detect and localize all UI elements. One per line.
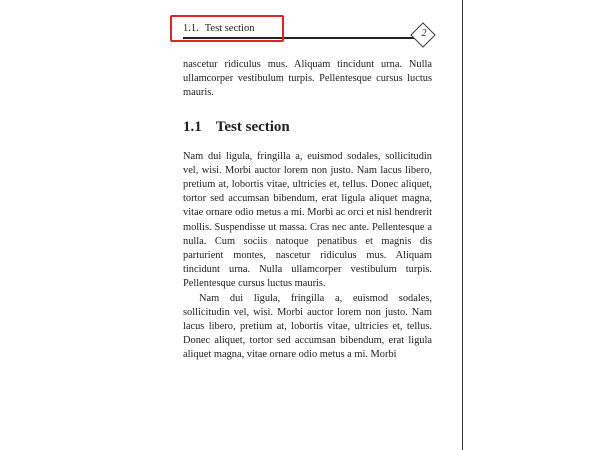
section-heading: [183, 117, 432, 137]
paragraph: Nam dui ligula, fringilla a, euismod sodales, sollicitudin vel, wisi. Morbi auctor lorem non justo. Nam lacus libero, pretium at, lobortis vitae, ultricies et, tellus. Donec aliquet, tortor sed accumsan bibendum, erat ligula aliquet magna, vitae ornare odio metus a mi. Morbi ac orci et nisl hendrerit mollis. Suspendisse ut massa. Cras nec ante. Pellentesque a nulla. Cum sociis natoque penatibus et magnis dis parturient montes, nascetur ridiculus mus. Aliquam tincidunt urna. Nulla ullamcorper vestibulum turpis. Pellentesque cursus luctus mauris.: [183, 150, 432, 290]
section-title: Test section: [215, 118, 290, 135]
highlight-box: [170, 15, 284, 42]
header-section-title: Test section: [204, 23, 255, 34]
page-number: 2: [421, 28, 427, 39]
body-text: [183, 58, 432, 363]
section-number: 1.1: [183, 118, 202, 135]
paragraph: Nam dui ligula, fringilla a, euismod sodales, sollicitudin vel, wisi. Morbi auctor lorem non justo. Nam lacus libero, pretium at, lobortis vitae, ultricies et, tellus. Donec aliquet, tortor sed accumsan bibendum, erat ligula aliquet magna, vitae ornare odio metus a mi. Morbi: [183, 292, 432, 361]
header-section-number: 1.1.: [183, 23, 199, 34]
page-edge-rule: [462, 0, 463, 450]
continued-paragraph: nascetur ridiculus mus. Aliquam tincidunt urna. Nulla ullamcorper vestibulum turpis. Pellentesque cursus luctus mauris.: [183, 59, 432, 99]
